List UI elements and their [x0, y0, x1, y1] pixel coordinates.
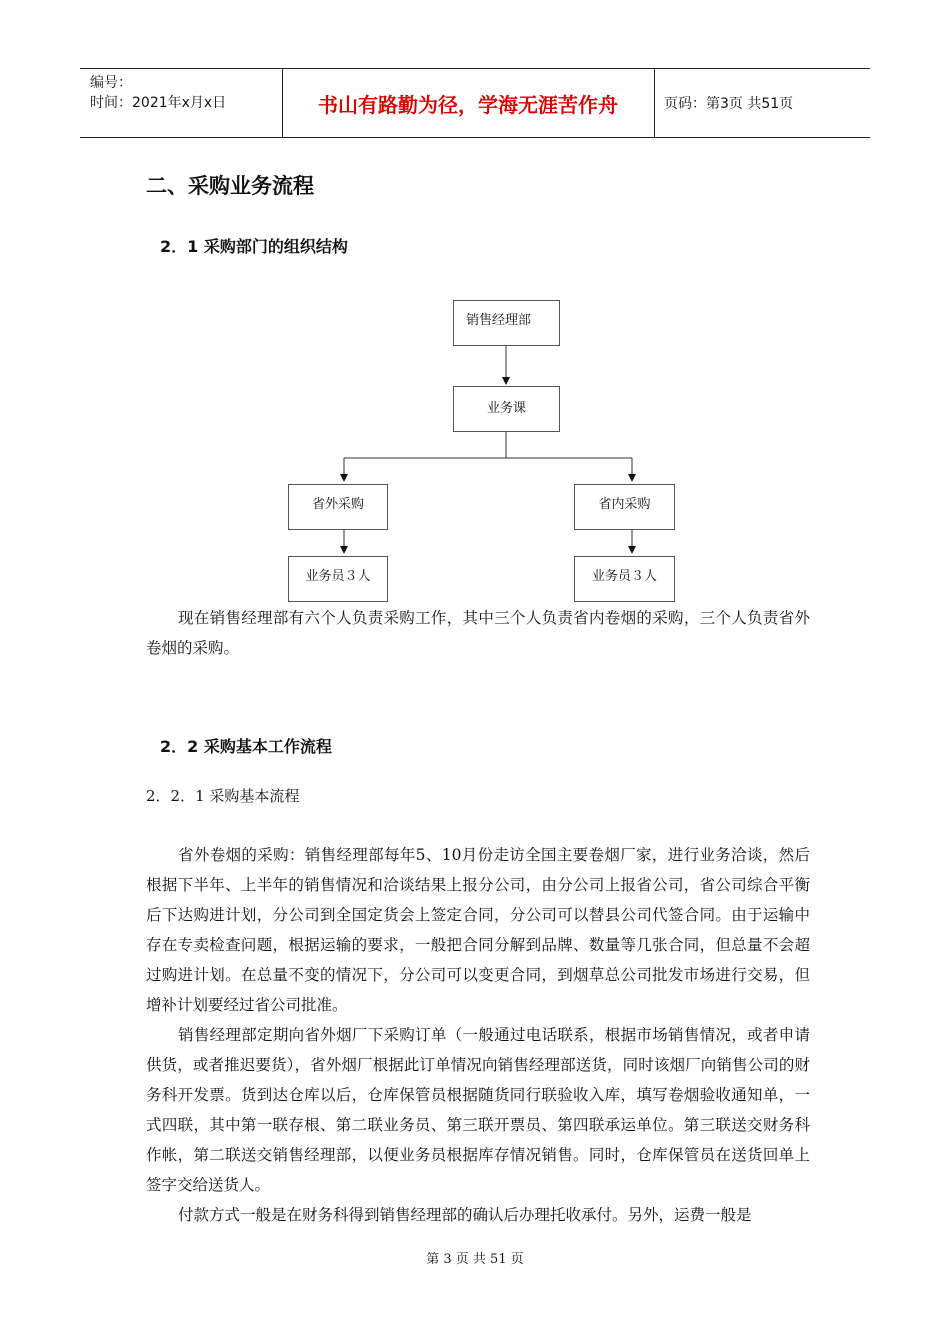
paragraph: 现在销售经理部有六个人负责采购工作，其中三个人负责省内卷烟的采购，三个人负责省外卷烟的采购。	[146, 609, 810, 657]
org-box-staff-right: 业务员３人	[574, 556, 675, 602]
org-box-sales-dept: 销售经理部	[453, 300, 560, 346]
section-title: 二、采购业务流程	[146, 174, 314, 198]
subsection-title-org: 2．1 采购部门的组织结构	[160, 237, 348, 256]
paragraph: 销售经理部定期向省外烟厂下采购订单（一般通过电话联系，根据市场销售情况，或者申请供货，或者推迟要货），省外烟厂根据此订单情况向销售经理部送货，同时该烟厂向销售公司的财务科开发票。货到达仓库以后，仓库保管员根据随货同行联验收入库，填写卷烟验收通知单，一式四联，其中第一联存根、第二联业务员、第三联开票员、第四联承运单位。第三联送交财务科作帐，第二联送交销售经理部，以便业务员根据库存情况销售。同时，仓库保管员在送货回单上签字交给送货人。	[146, 1026, 810, 1194]
org-box-staff-left: 业务员３人	[288, 556, 388, 602]
org-box-out-province: 省外采购	[288, 484, 388, 530]
paragraph: 付款方式一般是在财务科得到销售经理部的确认后办理托收承付。另外，运费一般是	[178, 1206, 752, 1224]
header-motto: 书山有路勤为径，学海无涯苦作舟	[318, 92, 618, 117]
paragraph: 省外卷烟的采购：销售经理部每年5、10月份走访全国主要卷烟厂家，进行业务洽谈，然后根据下半年、上半年的销售情况和洽谈结果上报分公司，由分公司上报省公司，省公司综合平衡后下达购进计划，分公司到全国定货会上签定合同，分公司可以替县公司代签合同。由于运输中存在专卖检查问题，根据运输的要求，一般把合同分解到品牌、数量等几张合同，但总量不会超过购进计划。在总量不变的情况下，分公司可以变更合同，到烟草总公司批发市场进行交易，但增补计划要经过省公司批准。	[146, 846, 810, 1014]
header-time: 时间：2021年x月x日	[90, 95, 227, 111]
org-box-business-section: 业务课	[453, 386, 560, 432]
subsubsection-title: 2．2．1 采购基本流程	[146, 787, 300, 805]
header-page-number: 页码：第3页 共51页	[664, 96, 794, 112]
org-description	[146, 603, 810, 663]
subsection-title-workflow: 2．2 采购基本工作流程	[160, 737, 332, 756]
page-footer: 第 3 页 共 51 页	[426, 1252, 524, 1267]
header-number: 编号：	[90, 75, 132, 91]
org-box-in-province: 省内采购	[574, 484, 675, 530]
workflow-body	[146, 840, 810, 1230]
